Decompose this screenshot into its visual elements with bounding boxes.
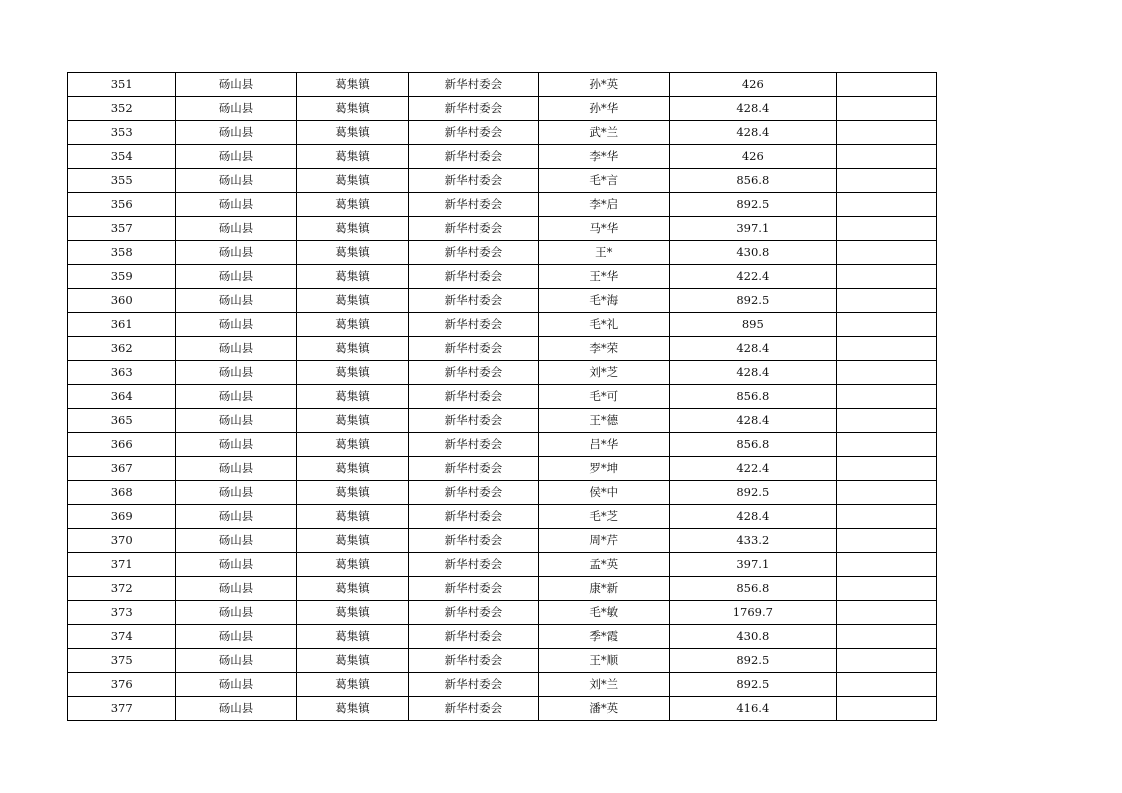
name-cell: 毛*言	[538, 169, 669, 193]
town-cell: 葛集镇	[296, 457, 408, 481]
amount-cell: 1769.7	[670, 601, 837, 625]
note-cell	[836, 361, 936, 385]
note-cell	[836, 673, 936, 697]
county-cell: 砀山县	[176, 265, 296, 289]
row-number-cell: 353	[68, 121, 176, 145]
amount-cell: 422.4	[670, 457, 837, 481]
town-cell: 葛集镇	[296, 361, 408, 385]
name-cell: 季*霞	[538, 625, 669, 649]
county-cell: 砀山县	[176, 625, 296, 649]
row-number-cell: 359	[68, 265, 176, 289]
name-cell: 吕*华	[538, 433, 669, 457]
village-committee-cell: 新华村委会	[409, 481, 538, 505]
village-committee-cell: 新华村委会	[409, 337, 538, 361]
town-cell: 葛集镇	[296, 145, 408, 169]
village-committee-cell: 新华村委会	[409, 361, 538, 385]
table-row	[68, 265, 937, 289]
amount-cell: 428.4	[670, 337, 837, 361]
village-committee-cell: 新华村委会	[409, 145, 538, 169]
note-cell	[836, 409, 936, 433]
town-cell: 葛集镇	[296, 337, 408, 361]
town-cell: 葛集镇	[296, 697, 408, 721]
table-row	[68, 217, 937, 241]
table-row	[68, 289, 937, 313]
amount-cell: 856.8	[670, 433, 837, 457]
town-cell: 葛集镇	[296, 385, 408, 409]
town-cell: 葛集镇	[296, 265, 408, 289]
note-cell	[836, 457, 936, 481]
row-number-cell: 356	[68, 193, 176, 217]
row-number-cell: 351	[68, 73, 176, 97]
table-row	[68, 505, 937, 529]
amount-cell: 426	[670, 73, 837, 97]
village-committee-cell: 新华村委会	[409, 457, 538, 481]
amount-cell: 422.4	[670, 265, 837, 289]
amount-cell: 426	[670, 145, 837, 169]
name-cell: 毛*礼	[538, 313, 669, 337]
name-cell: 王*	[538, 241, 669, 265]
amount-cell: 430.8	[670, 241, 837, 265]
county-cell: 砀山县	[176, 505, 296, 529]
amount-cell: 430.8	[670, 625, 837, 649]
amount-cell: 892.5	[670, 193, 837, 217]
village-committee-cell: 新华村委会	[409, 529, 538, 553]
town-cell: 葛集镇	[296, 601, 408, 625]
table-row	[68, 337, 937, 361]
village-committee-cell: 新华村委会	[409, 409, 538, 433]
village-committee-cell: 新华村委会	[409, 265, 538, 289]
name-cell: 毛*可	[538, 385, 669, 409]
county-cell: 砀山县	[176, 553, 296, 577]
town-cell: 葛集镇	[296, 313, 408, 337]
note-cell	[836, 145, 936, 169]
amount-cell: 892.5	[670, 649, 837, 673]
row-number-cell: 367	[68, 457, 176, 481]
note-cell	[836, 481, 936, 505]
note-cell	[836, 529, 936, 553]
name-cell: 王*华	[538, 265, 669, 289]
table-row	[68, 601, 937, 625]
note-cell	[836, 697, 936, 721]
note-cell	[836, 577, 936, 601]
name-cell: 潘*英	[538, 697, 669, 721]
town-cell: 葛集镇	[296, 553, 408, 577]
note-cell	[836, 265, 936, 289]
table-row	[68, 649, 937, 673]
county-cell: 砀山县	[176, 577, 296, 601]
row-number-cell: 357	[68, 217, 176, 241]
row-number-cell: 366	[68, 433, 176, 457]
town-cell: 葛集镇	[296, 193, 408, 217]
note-cell	[836, 241, 936, 265]
row-number-cell: 374	[68, 625, 176, 649]
county-cell: 砀山县	[176, 529, 296, 553]
row-number-cell: 365	[68, 409, 176, 433]
town-cell: 葛集镇	[296, 433, 408, 457]
county-cell: 砀山县	[176, 193, 296, 217]
table-body	[68, 73, 937, 721]
county-cell: 砀山县	[176, 673, 296, 697]
village-committee-cell: 新华村委会	[409, 673, 538, 697]
county-cell: 砀山县	[176, 697, 296, 721]
county-cell: 砀山县	[176, 601, 296, 625]
row-number-cell: 372	[68, 577, 176, 601]
amount-cell: 856.8	[670, 577, 837, 601]
town-cell: 葛集镇	[296, 121, 408, 145]
town-cell: 葛集镇	[296, 217, 408, 241]
county-cell: 砀山县	[176, 649, 296, 673]
amount-cell: 397.1	[670, 553, 837, 577]
village-committee-cell: 新华村委会	[409, 121, 538, 145]
table-row	[68, 481, 937, 505]
row-number-cell: 363	[68, 361, 176, 385]
name-cell: 孙*英	[538, 73, 669, 97]
table-row	[68, 313, 937, 337]
county-cell: 砀山县	[176, 433, 296, 457]
table-row	[68, 457, 937, 481]
row-number-cell: 355	[68, 169, 176, 193]
name-cell: 李*荣	[538, 337, 669, 361]
village-committee-cell: 新华村委会	[409, 649, 538, 673]
name-cell: 孟*英	[538, 553, 669, 577]
county-cell: 砀山县	[176, 361, 296, 385]
village-committee-cell: 新华村委会	[409, 577, 538, 601]
name-cell: 刘*芝	[538, 361, 669, 385]
county-cell: 砀山县	[176, 457, 296, 481]
note-cell	[836, 217, 936, 241]
row-number-cell: 369	[68, 505, 176, 529]
village-committee-cell: 新华村委会	[409, 73, 538, 97]
amount-cell: 416.4	[670, 697, 837, 721]
row-number-cell: 361	[68, 313, 176, 337]
town-cell: 葛集镇	[296, 73, 408, 97]
amount-cell: 428.4	[670, 97, 837, 121]
row-number-cell: 371	[68, 553, 176, 577]
town-cell: 葛集镇	[296, 241, 408, 265]
village-committee-cell: 新华村委会	[409, 553, 538, 577]
table-row	[68, 577, 937, 601]
village-committee-cell: 新华村委会	[409, 241, 538, 265]
town-cell: 葛集镇	[296, 481, 408, 505]
village-committee-cell: 新华村委会	[409, 97, 538, 121]
note-cell	[836, 625, 936, 649]
table-row	[68, 553, 937, 577]
row-number-cell: 352	[68, 97, 176, 121]
town-cell: 葛集镇	[296, 97, 408, 121]
row-number-cell: 373	[68, 601, 176, 625]
table-row	[68, 409, 937, 433]
note-cell	[836, 193, 936, 217]
note-cell	[836, 313, 936, 337]
note-cell	[836, 121, 936, 145]
village-committee-cell: 新华村委会	[409, 217, 538, 241]
town-cell: 葛集镇	[296, 169, 408, 193]
county-cell: 砀山县	[176, 145, 296, 169]
amount-cell: 428.4	[670, 121, 837, 145]
town-cell: 葛集镇	[296, 409, 408, 433]
name-cell: 毛*海	[538, 289, 669, 313]
village-committee-cell: 新华村委会	[409, 313, 538, 337]
table-row	[68, 73, 937, 97]
note-cell	[836, 385, 936, 409]
town-cell: 葛集镇	[296, 529, 408, 553]
row-number-cell: 354	[68, 145, 176, 169]
name-cell: 李*启	[538, 193, 669, 217]
amount-cell: 428.4	[670, 505, 837, 529]
row-number-cell: 358	[68, 241, 176, 265]
row-number-cell: 360	[68, 289, 176, 313]
amount-cell: 892.5	[670, 673, 837, 697]
amount-cell: 895	[670, 313, 837, 337]
name-cell: 康*新	[538, 577, 669, 601]
table-row	[68, 697, 937, 721]
county-cell: 砀山县	[176, 385, 296, 409]
amount-cell: 428.4	[670, 361, 837, 385]
village-committee-cell: 新华村委会	[409, 625, 538, 649]
county-cell: 砀山县	[176, 481, 296, 505]
note-cell	[836, 601, 936, 625]
table-row	[68, 97, 937, 121]
note-cell	[836, 73, 936, 97]
row-number-cell: 375	[68, 649, 176, 673]
table-row	[68, 625, 937, 649]
table-row	[68, 121, 937, 145]
amount-cell: 892.5	[670, 289, 837, 313]
amount-cell: 428.4	[670, 409, 837, 433]
note-cell	[836, 337, 936, 361]
amount-cell: 856.8	[670, 169, 837, 193]
name-cell: 毛*芝	[538, 505, 669, 529]
amount-cell: 892.5	[670, 481, 837, 505]
county-cell: 砀山县	[176, 313, 296, 337]
name-cell: 侯*中	[538, 481, 669, 505]
village-committee-cell: 新华村委会	[409, 193, 538, 217]
town-cell: 葛集镇	[296, 289, 408, 313]
name-cell: 毛*敏	[538, 601, 669, 625]
data-table	[67, 72, 937, 721]
table-row	[68, 241, 937, 265]
county-cell: 砀山县	[176, 289, 296, 313]
village-committee-cell: 新华村委会	[409, 169, 538, 193]
town-cell: 葛集镇	[296, 505, 408, 529]
note-cell	[836, 169, 936, 193]
village-committee-cell: 新华村委会	[409, 433, 538, 457]
village-committee-cell: 新华村委会	[409, 601, 538, 625]
row-number-cell: 370	[68, 529, 176, 553]
name-cell: 马*华	[538, 217, 669, 241]
village-committee-cell: 新华村委会	[409, 697, 538, 721]
town-cell: 葛集镇	[296, 673, 408, 697]
name-cell: 王*德	[538, 409, 669, 433]
table-row	[68, 385, 937, 409]
county-cell: 砀山县	[176, 241, 296, 265]
name-cell: 罗*坤	[538, 457, 669, 481]
row-number-cell: 362	[68, 337, 176, 361]
village-committee-cell: 新华村委会	[409, 289, 538, 313]
table-row	[68, 529, 937, 553]
name-cell: 武*兰	[538, 121, 669, 145]
table-row	[68, 145, 937, 169]
name-cell: 孙*华	[538, 97, 669, 121]
name-cell: 刘*兰	[538, 673, 669, 697]
amount-cell: 433.2	[670, 529, 837, 553]
county-cell: 砀山县	[176, 217, 296, 241]
county-cell: 砀山县	[176, 169, 296, 193]
county-cell: 砀山县	[176, 73, 296, 97]
county-cell: 砀山县	[176, 409, 296, 433]
town-cell: 葛集镇	[296, 577, 408, 601]
amount-cell: 856.8	[670, 385, 837, 409]
county-cell: 砀山县	[176, 97, 296, 121]
note-cell	[836, 553, 936, 577]
note-cell	[836, 433, 936, 457]
table-row	[68, 169, 937, 193]
table-row	[68, 361, 937, 385]
row-number-cell: 376	[68, 673, 176, 697]
note-cell	[836, 289, 936, 313]
town-cell: 葛集镇	[296, 649, 408, 673]
table-row	[68, 673, 937, 697]
note-cell	[836, 505, 936, 529]
name-cell: 周*芹	[538, 529, 669, 553]
table-row	[68, 433, 937, 457]
county-cell: 砀山县	[176, 337, 296, 361]
village-committee-cell: 新华村委会	[409, 385, 538, 409]
amount-cell: 397.1	[670, 217, 837, 241]
town-cell: 葛集镇	[296, 625, 408, 649]
row-number-cell: 377	[68, 697, 176, 721]
row-number-cell: 368	[68, 481, 176, 505]
name-cell: 王*顺	[538, 649, 669, 673]
name-cell: 李*华	[538, 145, 669, 169]
village-committee-cell: 新华村委会	[409, 505, 538, 529]
note-cell	[836, 649, 936, 673]
table-row	[68, 193, 937, 217]
county-cell: 砀山县	[176, 121, 296, 145]
row-number-cell: 364	[68, 385, 176, 409]
note-cell	[836, 97, 936, 121]
